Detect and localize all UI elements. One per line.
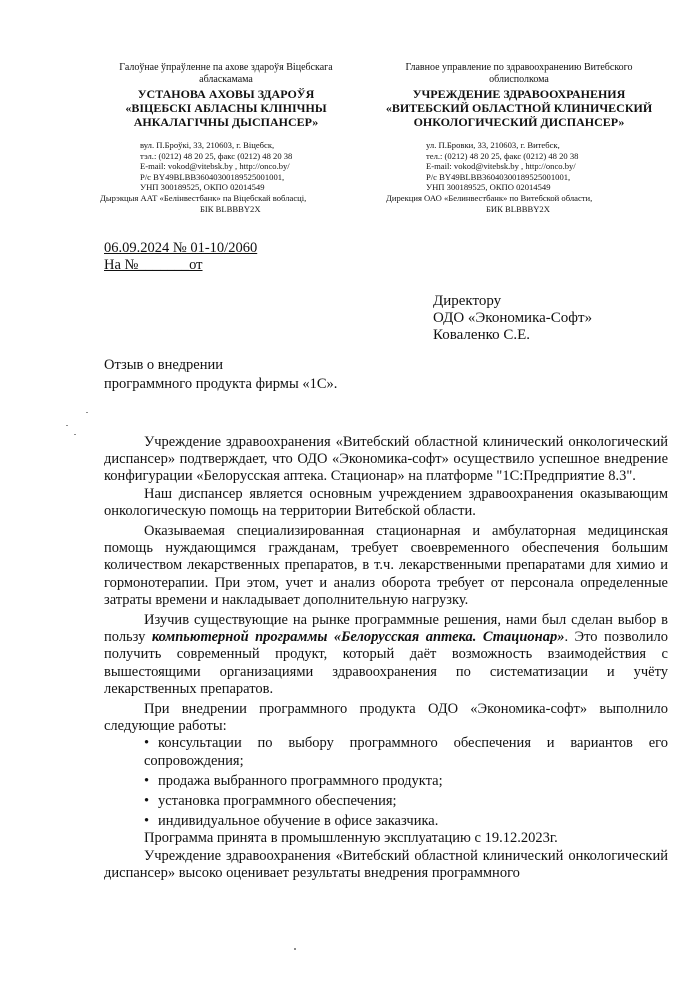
product-name: компьютерной программы «Белорусская аптека. Стационар»	[151, 629, 565, 646]
scan-speck	[74, 434, 76, 435]
header-russian	[384, 62, 654, 214]
org-line: «ВІЦЕБСКІ АБЛАСНЫ КЛІНІЧНЫ	[125, 101, 327, 115]
header-belarusian	[96, 62, 356, 214]
reference-incoming: На №_______от	[104, 257, 203, 273]
subject-line: программного продукта фирмы «1С».	[104, 376, 338, 392]
reference-date-number: 06.09.2024 № 01-10/2060	[104, 240, 258, 256]
org-line: УСТАНОВА АХОВЫ ЗДАРОЎЯ	[137, 87, 315, 101]
contact-account: Р/с BY49BLBB36040300189525001001,	[426, 171, 571, 182]
list-item-text: консультации по выбору программного обеспечения и вариантов его сопровождения;	[144, 735, 668, 769]
org-line: «ВИТЕБСКИЙ ОБЛАСТНОЙ КЛИНИЧЕСКИЙ	[385, 101, 653, 115]
outgoing-reference	[104, 240, 257, 274]
bullet-icon: •	[144, 813, 150, 830]
addressee-line: Коваленко С.Е.	[433, 327, 531, 343]
scan-speck	[86, 412, 88, 413]
contact-bank: Дирекция ОАО «Белинвестбанк» по Витебской области,	[386, 192, 593, 203]
list-item-text: установка программного обеспечения;	[158, 793, 397, 810]
body-paragraph: Наш диспансер является основным учреждением здравоохранения оказывающим онкологическую помощь на территории Витебской области.	[104, 485, 668, 519]
bullet-icon: •	[144, 793, 150, 810]
org-line: АНКАЛАГІЧНЫ ДЫСПАНСЕР»	[133, 115, 319, 129]
contact-unp: УНП 300189525, ОКПО 02014549	[426, 182, 551, 193]
addressee-block	[433, 293, 592, 344]
contact-account: Р/с BY49BLBB36040300189525001001,	[140, 171, 285, 182]
paragraph-text: . Это позволило получить современный продукт, который даёт возможность взаимодействия с вышестоящими организациями здравоохранения по систематизации и учёту лекарственных препаратов.	[104, 629, 668, 697]
contact-phone: тел.: (0212) 48 20 25, факс (0212) 48 20 38	[426, 150, 579, 161]
work-list-item	[104, 773, 668, 790]
contact-bik: БІК BLBBBY2X	[200, 203, 261, 214]
addressee-line: Директору	[433, 293, 502, 309]
work-list-item	[104, 813, 668, 830]
contact-unp: УНП 300189525, ОКПО 02014549	[140, 182, 265, 193]
bullet-icon: •	[144, 772, 150, 789]
contact-bik: БИК BLBBBY2X	[486, 203, 550, 214]
org-line: ОНКОЛОГИЧЕСКИЙ ДИСПАНСЕР»	[413, 115, 625, 129]
contact-bank: Дырэкцыя ААТ «Белінвестбанк» па Віцебскай вобласці,	[100, 192, 307, 203]
letter-body	[104, 434, 668, 882]
list-item-text: продажа выбранного программного продукта;	[158, 772, 443, 789]
org-line: УЧРЕЖДЕНИЕ ЗДРАВООХРАНЕНИЯ	[412, 87, 626, 101]
contact-email: E-mail: vokod@vitebsk.by , http://onco.by/	[426, 161, 576, 172]
work-list-item	[104, 735, 668, 769]
contact-email: E-mail: vokod@vitebsk.by , http://onco.by/	[140, 161, 290, 172]
body-paragraph: Оказываемая специализированная стационарная и амбулаторная медицинская помощь нуждающимся гражданам, требует своевременного обеспечения большим количеством лекарственных препаратов, в т.ч. лекарственными препаратами для химио и гормонотерапии. При этом, учет и анализ оборота требует от персонала определенные затраты времени и накладывает дополнительную нагрузку.	[104, 523, 668, 608]
subject-line: Отзыв о внедрении	[104, 357, 223, 373]
scan-speck	[294, 948, 296, 950]
scan-speck	[66, 425, 68, 426]
body-paragraph: Учреждение здравоохранения «Витебский областной клинический онкологический диспансер» высоко оценивает результаты внедрения программного	[104, 847, 668, 881]
header-parent-org: Галоўнае ўпраўленне па ахове здароўя Віцебскага абласкамама	[119, 62, 333, 85]
paragraph-text: Изучив существующие на рынке программные решения, нами был сделан выбор в пользу	[104, 612, 668, 646]
body-paragraph	[104, 612, 668, 698]
body-paragraph: Учреждение здравоохранения «Витебский областной клинический онкологический диспансер» подтверждает, что ОДО «Экономика-софт» осуществило успешное внедрение конфигурации «Белорусская аптека. Стационар» на платформе "1С:Предприятие 8.3".	[104, 434, 668, 485]
contact-address: вул. П.Броўкі, 33, 210603, г. Віцебск,	[140, 140, 275, 150]
letter-subject	[104, 356, 337, 394]
list-item-text: индивидуальное обучение в офисе заказчика.	[158, 813, 439, 830]
header-org-name	[96, 87, 356, 129]
work-list-item	[104, 793, 668, 810]
addressee-line: ОДО «Экономика-Софт»	[433, 310, 593, 326]
header-contacts	[384, 140, 654, 214]
header-org-name	[384, 87, 654, 129]
contact-phone: тэл.: (0212) 48 20 25, факс (0212) 48 20 38	[140, 150, 293, 161]
contact-address: ул. П.Бровки, 33, 210603, г. Витебск,	[426, 140, 560, 150]
body-paragraph: При внедрении программного продукта ОДО «Экономика-софт» выполнило следующие работы:	[104, 701, 668, 735]
body-paragraph: Программа принята в промышленную эксплуатацию с 19.12.2023г.	[144, 830, 558, 847]
bullet-icon: •	[144, 735, 150, 752]
header-parent-org: Главное управление по здравоохранению Витебского облисполкома	[405, 62, 633, 85]
header-contacts	[96, 140, 356, 214]
